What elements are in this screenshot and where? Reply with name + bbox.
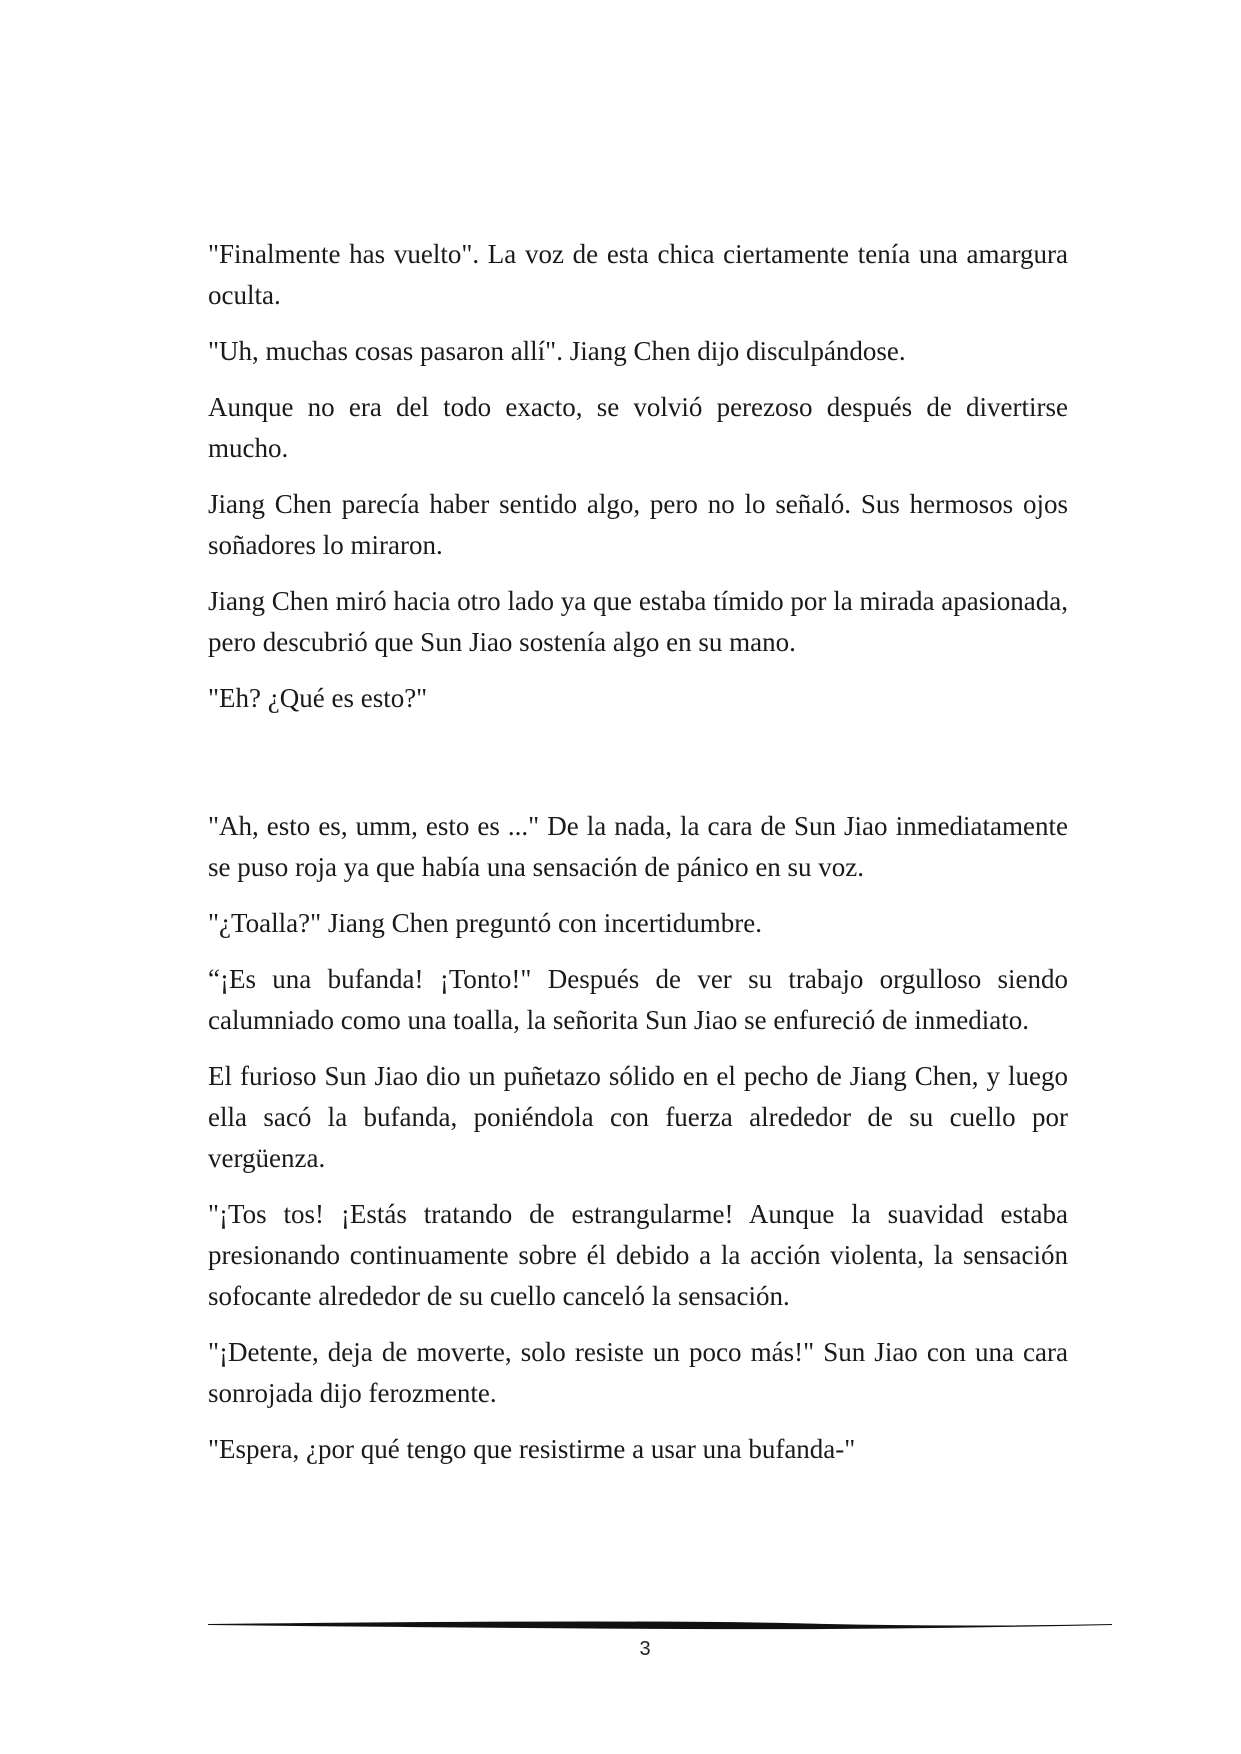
paragraph: "Ah, esto es, umm, esto es ..." De la nada, la cara de Sun Jiao inmediatamente se puso roja ya que había una sensación de pánico en su voz. [208, 811, 1068, 882]
paragraph: Jiang Chen parecía haber sentido algo, pero no lo señaló. Sus hermosos ojos soñadores lo miraron. [208, 489, 1068, 560]
paragraph: "Eh? ¿Qué es esto?" [208, 683, 428, 713]
paragraph: "Finalmente has vuelto". La voz de esta chica ciertamente tenía una amargura oculta. [208, 239, 1068, 310]
paragraph: "¡Detente, deja de moverte, solo resiste un poco más!" Sun Jiao con una cara sonrojada dijo ferozmente. [208, 1337, 1068, 1408]
paragraph: El furioso Sun Jiao dio un puñetazo sólido en el pecho de Jiang Chen, y luego ella sacó la bufanda, poniéndola con fuerza alrededor de su cuello por vergüenza. [208, 1061, 1068, 1173]
paragraph: "¡Tos tos! ¡Estás tratando de estrangularme! Aunque la suavidad estaba presionando continuamente sobre él debido a la acción violenta, la sensación sofocante alrededor de su cuello canceló la sensación. [208, 1199, 1068, 1311]
paragraph: "Uh, muchas cosas pasaron allí". Jiang Chen dijo disculpándose. [208, 336, 906, 366]
paragraph: "Espera, ¿por qué tengo que resistirme a usar una bufanda-" [208, 1434, 856, 1464]
paragraph: Jiang Chen miró hacia otro lado ya que estaba tímido por la mirada apasionada, pero descubrió que Sun Jiao sostenía algo en su mano. [208, 586, 1068, 657]
paragraph: “¡Es una bufanda! ¡Tonto!" Después de ver su trabajo orgulloso siendo calumniado como una toalla, la señorita Sun Jiao se enfureció de inmediato. [208, 964, 1068, 1035]
text-block-top [208, 234, 1068, 734]
paragraph: Aunque no era del todo exacto, se volvió perezoso después de divertirse mucho. [208, 392, 1068, 463]
footer-divider [208, 1618, 1112, 1632]
page-number: 3 [639, 1638, 651, 1660]
text-block-bottom [208, 806, 1068, 1485]
paragraph: "¿Toalla?" Jiang Chen preguntó con incertidumbre. [208, 908, 762, 938]
